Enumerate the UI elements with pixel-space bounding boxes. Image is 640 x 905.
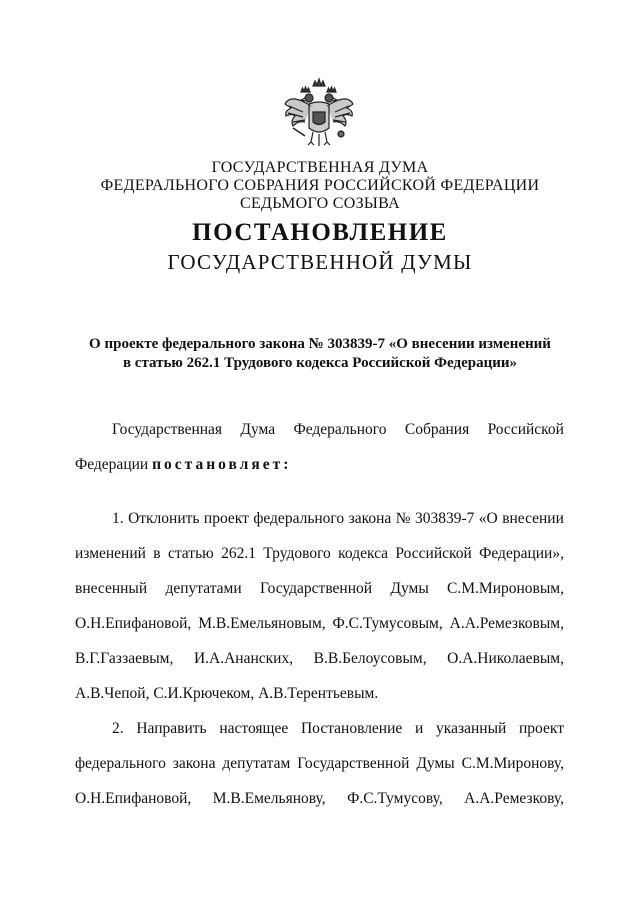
word: Федерального (293, 421, 387, 438)
word: проект (519, 720, 564, 737)
word: депутатам (222, 755, 291, 772)
institution-name-line-2: ФЕДЕРАЛЬНОГО СОБРАНИЯ РОССИЙСКОЙ ФЕДЕРАЦИИ (100, 177, 540, 194)
para2-line-3 (75, 790, 564, 808)
word: закона (172, 755, 216, 772)
word: В.Г.Газзаевым, (75, 650, 174, 667)
document-issuer-subtitle: ГОСУДАРСТВЕННОЙ ДУМЫ (167, 250, 473, 274)
para2-line-1 (112, 720, 564, 738)
word: депутатами (165, 580, 242, 597)
word: Российской (487, 421, 564, 438)
para1-line-4 (75, 615, 564, 633)
word: Государственная (112, 421, 223, 438)
word: И.А.Ананских, (193, 650, 294, 667)
word: Ф.С.Тумусову, (347, 790, 443, 807)
word: № (395, 510, 411, 527)
bill-title-line-2: в статью 262.1 Трудового кодекса Российской Федерации» (122, 355, 518, 371)
word: изменений (75, 545, 146, 562)
word: Ф.С.Тумусовым, (332, 615, 443, 632)
institution-name-line-1: ГОСУДАРСТВЕННАЯ ДУМА (211, 159, 429, 176)
word: О.Н.Епифановой, (75, 790, 192, 807)
resolves-keyword: постановляет: (152, 456, 292, 473)
document-type-title: ПОСТАНОВЛЕНИЕ (192, 219, 448, 246)
bill-title-line-1: О проекте федерального закона № 303839-7 «О внесении изменений (89, 336, 551, 352)
para2-line-2 (75, 755, 564, 773)
word: Постановление (300, 720, 403, 737)
word: А.А.Ремезковым, (449, 615, 564, 632)
word: М.В.Емельяновым, (198, 615, 326, 632)
para1-line-2 (75, 545, 564, 563)
word: Федерации (75, 456, 153, 473)
word: Государственной (259, 580, 373, 597)
word: Дума (240, 421, 276, 438)
para1-line-6: А.В.Чепой, С.И.Крючеком, А.В.Терентьевым. (75, 685, 379, 702)
convocation: СЕДЬМОГО СОЗЫВА (239, 195, 400, 212)
word: федерального (75, 755, 166, 772)
word: Думы (416, 755, 455, 772)
word: 303839-7 (414, 510, 475, 527)
coat-of-arms-emblem (281, 76, 357, 156)
word: О.Н.Епифановой, (75, 615, 192, 632)
word: Отклонить (128, 510, 200, 527)
word: М.В.Емельянову, (212, 790, 326, 807)
word: указанный (436, 720, 507, 737)
word: Государственной (297, 755, 410, 772)
word: 1. (112, 510, 124, 527)
word: в (153, 545, 161, 562)
para1-line-5 (75, 650, 564, 668)
word: настоящее (219, 720, 289, 737)
word: федерального (253, 510, 345, 527)
para1-line-1 (112, 510, 564, 528)
word: О.А.Николаевым, (447, 650, 564, 667)
word: статью (167, 545, 214, 562)
word: А.А.Ремезкову, (464, 790, 564, 807)
word: 262.1 (221, 545, 256, 562)
word: внесении (502, 510, 564, 527)
word: кодекса (338, 545, 389, 562)
word: Думы (390, 580, 429, 597)
word: Федерации», (479, 545, 564, 562)
word: Направить (136, 720, 207, 737)
word: «О (478, 510, 498, 527)
word: и (415, 720, 424, 737)
word: 2. (112, 720, 124, 737)
word: закона (348, 510, 392, 527)
word: С.М.Мироновым, (447, 580, 564, 597)
para1-line-3 (75, 580, 564, 598)
word: Собрания (404, 421, 470, 438)
preamble-line-1 (112, 421, 564, 439)
preamble-line-2 (75, 456, 291, 474)
word: проект (203, 510, 249, 527)
word: внесенный (75, 580, 148, 597)
word: Трудового (263, 545, 331, 562)
word: Российской (395, 545, 472, 562)
word: С.М.Миронову, (461, 755, 564, 772)
word: В.В.Белоусовым, (313, 650, 427, 667)
